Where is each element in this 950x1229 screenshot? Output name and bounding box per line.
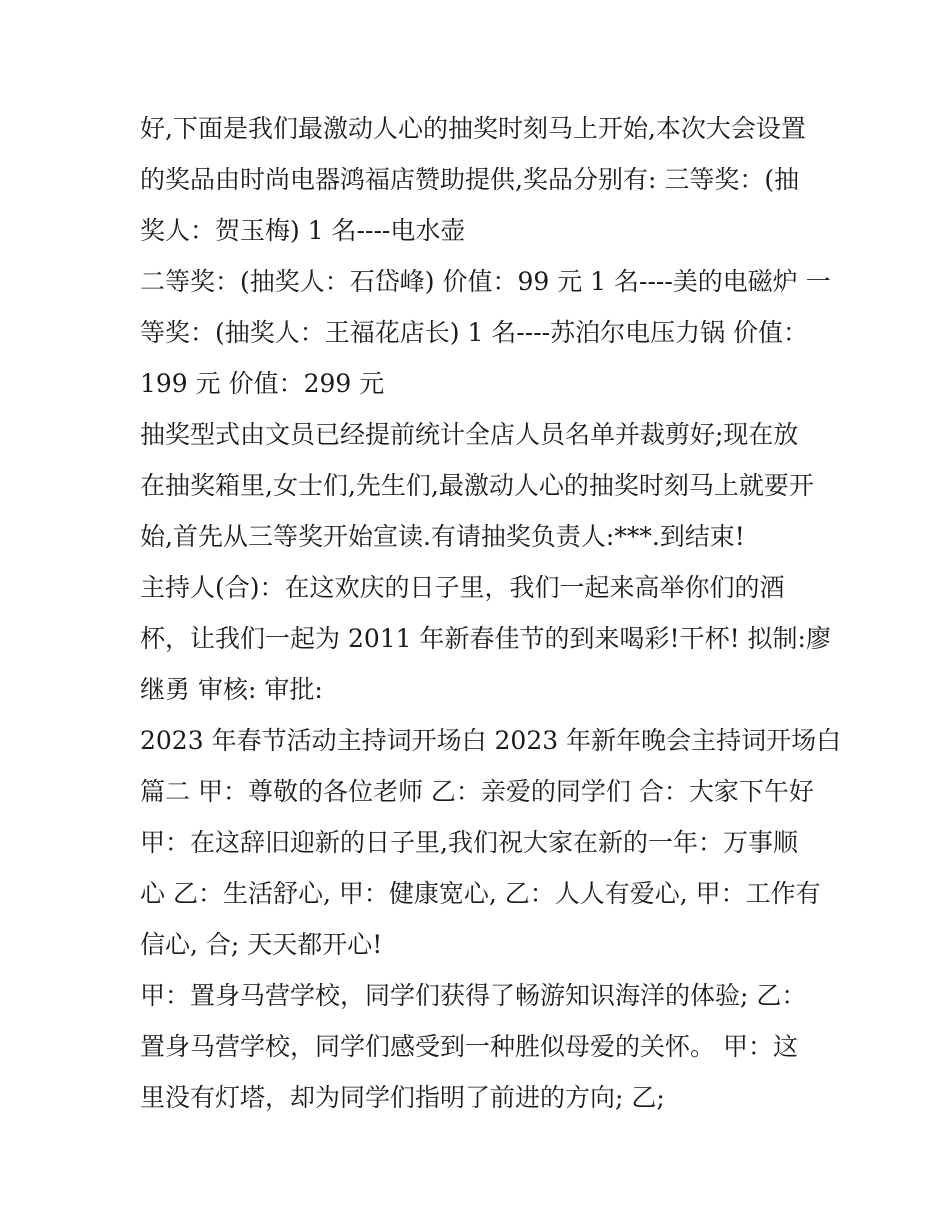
text-line: 杯，让我们一起为 2011 年新春佳节的到来喝彩!干杯! 拟制:廖 bbox=[140, 624, 831, 653]
text-line: 始,首先从三等奖开始宣读.有请抽奖负责人:***.到结束! bbox=[140, 522, 745, 551]
text-line: 甲：置身马营学校，同学们获得了畅游知识海洋的体验; 乙： bbox=[140, 981, 807, 1010]
text-line: 2023 年春节活动主持词开场白 2023 年新年晚会主持词开场白 bbox=[140, 726, 842, 755]
text-line: 的奖品由时尚电器鸿福店赞助提供,奖品分别有: 三等奖：(抽 bbox=[140, 165, 800, 194]
text-line: 甲：在这辞旧迎新的日子里,我们祝大家在新的一年：万事顺 bbox=[140, 828, 798, 857]
text-line: 等奖：(抽奖人：王福花店长) 1 名----苏泊尔电压力锅 价值： bbox=[140, 318, 809, 347]
text-line: 继勇 审核: 审批: bbox=[140, 675, 323, 704]
text-line: 心 乙：生活舒心, 甲：健康宽心, 乙：人人有爱心, 甲：工作有 bbox=[140, 879, 821, 908]
text-line: 主持人(合)：在这欢庆的日子里，我们一起来高举你们的酒 bbox=[140, 573, 785, 602]
text-line: 信心, 合; 天天都开心! bbox=[140, 930, 383, 959]
text-line: 抽奖型式由文员已经提前统计全店人员名单并裁剪好;现在放 bbox=[140, 420, 799, 449]
text-line: 奖人：贺玉梅) 1 名----电水壶 bbox=[140, 216, 466, 245]
document-body bbox=[140, 103, 842, 1123]
text-line: 置身马营学校，同学们感受到一种胜似母爱的关怀。 甲：这 bbox=[140, 1032, 798, 1061]
text-line: 二等奖：(抽奖人：石岱峰) 价值：99 元 1 名----美的电磁炉 一 bbox=[140, 267, 831, 296]
text-line: 在抽奖箱里,女士们,先生们,最激动人心的抽奖时刻马上就要开 bbox=[140, 471, 814, 500]
text-line: 好,下面是我们最激动人心的抽奖时刻马上开始,本次大会设置 bbox=[140, 114, 806, 143]
text-line: 199 元 价值：299 元 bbox=[140, 369, 385, 398]
text-line: 篇二 甲：尊敬的各位老师 乙：亲爱的同学们 合：大家下午好 bbox=[140, 777, 814, 806]
text-line: 里没有灯塔，却为同学们指明了前进的方向; 乙; bbox=[140, 1083, 665, 1112]
